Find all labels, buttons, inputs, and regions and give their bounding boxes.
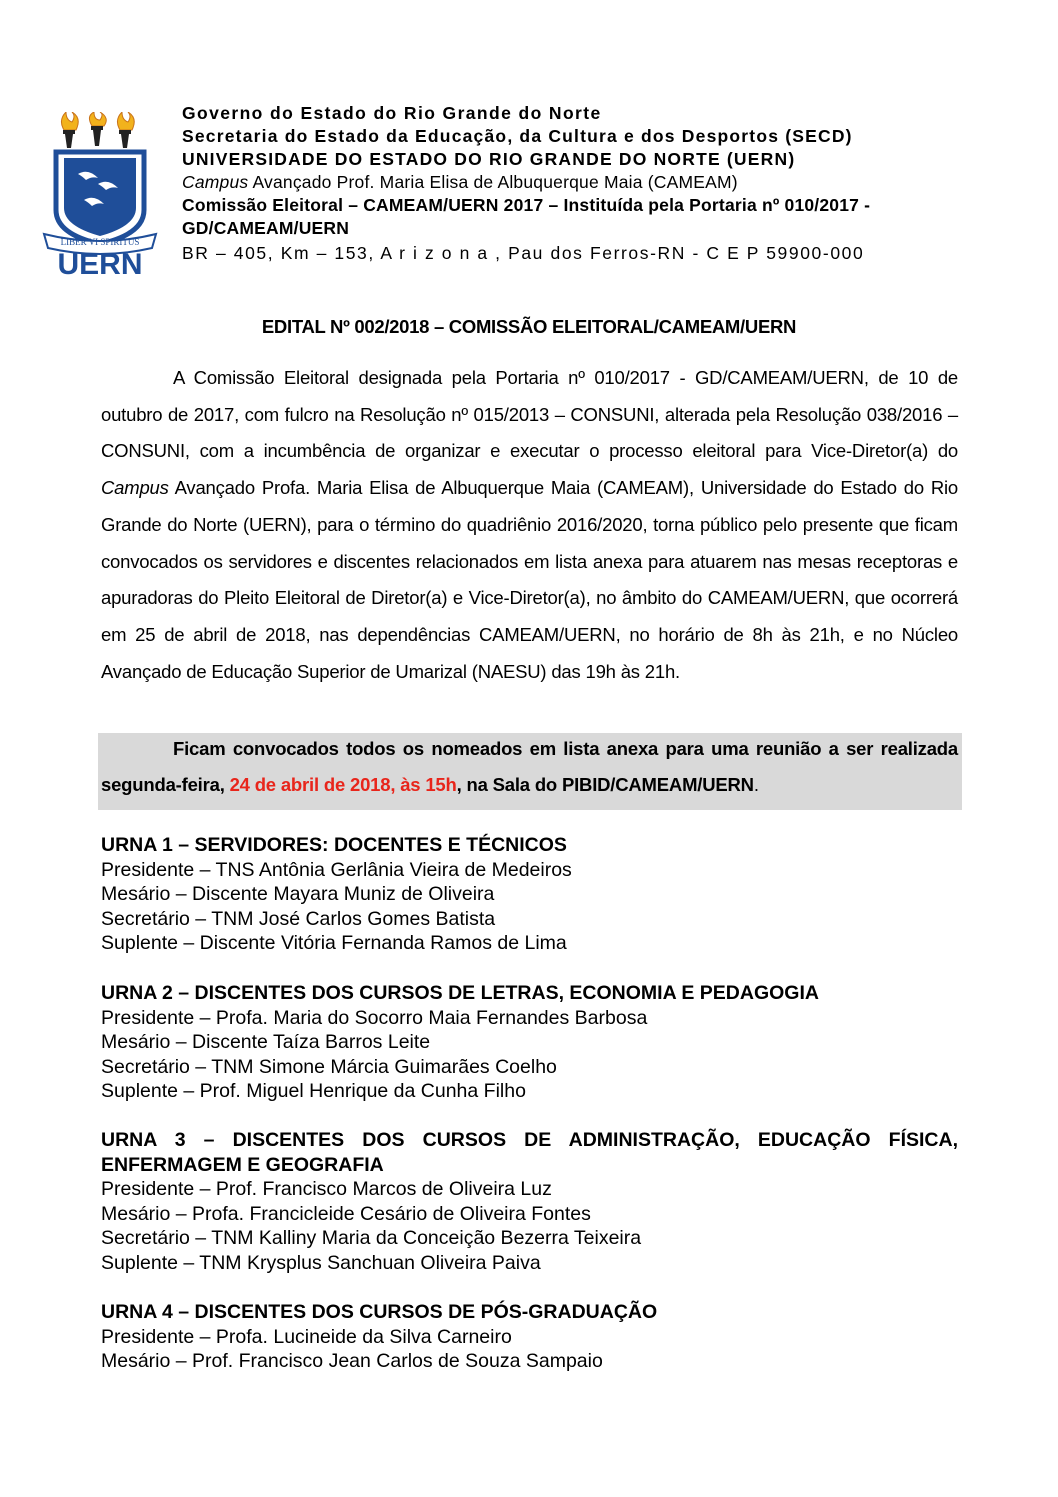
torch-icon xyxy=(117,112,134,148)
letterhead-text xyxy=(182,102,1012,265)
list-item: Mesário – Profa. Francicleide Cesário de Oliveira Fontes xyxy=(101,1202,591,1225)
list-item: Presidente – Profa. Lucineide da Silva Carneiro xyxy=(101,1325,512,1348)
urna-section xyxy=(101,833,958,956)
list-item: Secretário – TNM Simone Márcia Guimarães Coelho xyxy=(101,1055,557,1078)
list-item: Suplente – Discente Vitória Fernanda Ramos de Lima xyxy=(101,932,567,954)
meeting-date: 24 de abril de 2018, às 15h xyxy=(229,774,457,795)
urna-title: URNA 3 – DISCENTES DOS CURSOS DE ADMINISTRAÇÃO, EDUCAÇÃO FÍSICA, ENFERMAGEM E GEOGRAFIA xyxy=(101,1129,958,1176)
list-item: Mesário – Prof. Francisco Jean Carlos de Souza Sampaio xyxy=(101,1350,603,1372)
logo-motto: LIBER VI SPIRITUS xyxy=(60,237,140,247)
header-commission-cont: GD/CAMEAM/UERN xyxy=(182,218,350,238)
header-commission: Comissão Eleitoral – CAMEAM/UERN 2017 – Instituída pela Portaria nº 010/2017 - xyxy=(182,195,871,215)
list-item: Suplente – Prof. Miguel Henrique da Cunha Filho xyxy=(101,1080,526,1102)
urna-title: URNA 1 – SERVIDORES: DOCENTES E TÉCNICOS xyxy=(101,834,567,856)
header-campus: Campus Avançado Prof. Maria Elisa de Albuquerque Maia (CAMEAM) xyxy=(182,172,738,192)
list-item: Presidente – Prof. Francisco Marcos de Oliveira Luz xyxy=(101,1178,552,1200)
urna-section xyxy=(101,981,958,1104)
header-government: Governo do Estado do Rio Grande do Norte xyxy=(182,103,602,123)
list-item: Presidente – Profa. Maria do Socorro Maia Fernandes Barbosa xyxy=(101,1006,648,1029)
logo-wordmark: UERN xyxy=(57,248,143,276)
list-item: Secretário – TNM Kalliny Maria da Conceição Bezerra Teixeira xyxy=(101,1227,642,1249)
list-item: Mesário – Discente Mayara Muniz de Oliveira xyxy=(101,883,495,905)
list-item: Suplente – TNM Krysplus Sanchuan Oliveira Paiva xyxy=(101,1251,541,1274)
main-paragraph: A Comissão Eleitoral designada pela Portaria nº 010/2017 - GD/CAMEAM/UERN, de 10 de outubro de 2017, com fulcro na Resolução nº 015/2013 – CONSUNI, alterada pela Resolução 038/2016 – CONSUNI, com a incumbência de organizar e executar o processo eleitoral para Vice-Diretor(a) do Campus Avançado Profa. Maria Elisa de Albuquerque Maia (CAMEAM), Universidade do Estado do Rio Grande do Norte (UERN), para o término do quadriênio 2016/2020, torna público pelo presente que ficam convocados os servidores e discentes relacionados em lista anexa para atuarem nas mesas receptoras e apuradoras do Pleito Eleitoral de Diretor(a) e Vice-Diretor(a), no âmbito do CAMEAM/UERN, que ocorrerá em 25 de abril de 2018, nas dependências CAMEAM/UERN, no horário de 8h às 21h, e no Núcleo Avançado de Educação Superior de Umarizal (NAESU) das 19h às 21h. xyxy=(101,367,958,682)
urna-section xyxy=(101,1300,958,1374)
list-item: Presidente – TNS Antônia Gerlânia Vieira de Medeiros xyxy=(101,858,572,881)
urna-section xyxy=(101,1128,958,1275)
torch-icon xyxy=(89,112,106,146)
list-item: Secretário – TNM José Carlos Gomes Batista xyxy=(101,907,496,930)
urna-title: URNA 4 – DISCENTES DOS CURSOS DE PÓS-GRADUAÇÃO xyxy=(101,1301,658,1323)
meeting-notice: Ficam convocados todos os nomeados em lista anexa para uma reunião a ser realizada segunda-feira, 24 de abril de 2018, às 15h, na Sala do PIBID/CAMEAM/UERN. xyxy=(101,738,958,795)
uern-logo xyxy=(40,112,160,276)
urna-title: URNA 2 – DISCENTES DOS CURSOS DE LETRAS, ECONOMIA E PEDAGOGIA xyxy=(101,982,819,1004)
document-title: EDITAL Nº 002/2018 – COMISSÃO ELEITORAL/CAMEAM/UERN xyxy=(261,316,797,337)
header-address: BR – 405, Km – 153, A r i z o n a , Pau dos Ferros-RN - C E P 59900-000 xyxy=(182,243,865,263)
header-secretariat: Secretaria do Estado da Educação, da Cultura e dos Desportos (SECD) xyxy=(182,126,853,146)
list-item: Mesário – Discente Taíza Barros Leite xyxy=(101,1031,431,1053)
header-university: UNIVERSIDADE DO ESTADO DO RIO GRANDE DO NORTE (UERN) xyxy=(182,149,796,169)
letterhead xyxy=(40,98,1030,280)
torch-icon xyxy=(61,112,78,148)
